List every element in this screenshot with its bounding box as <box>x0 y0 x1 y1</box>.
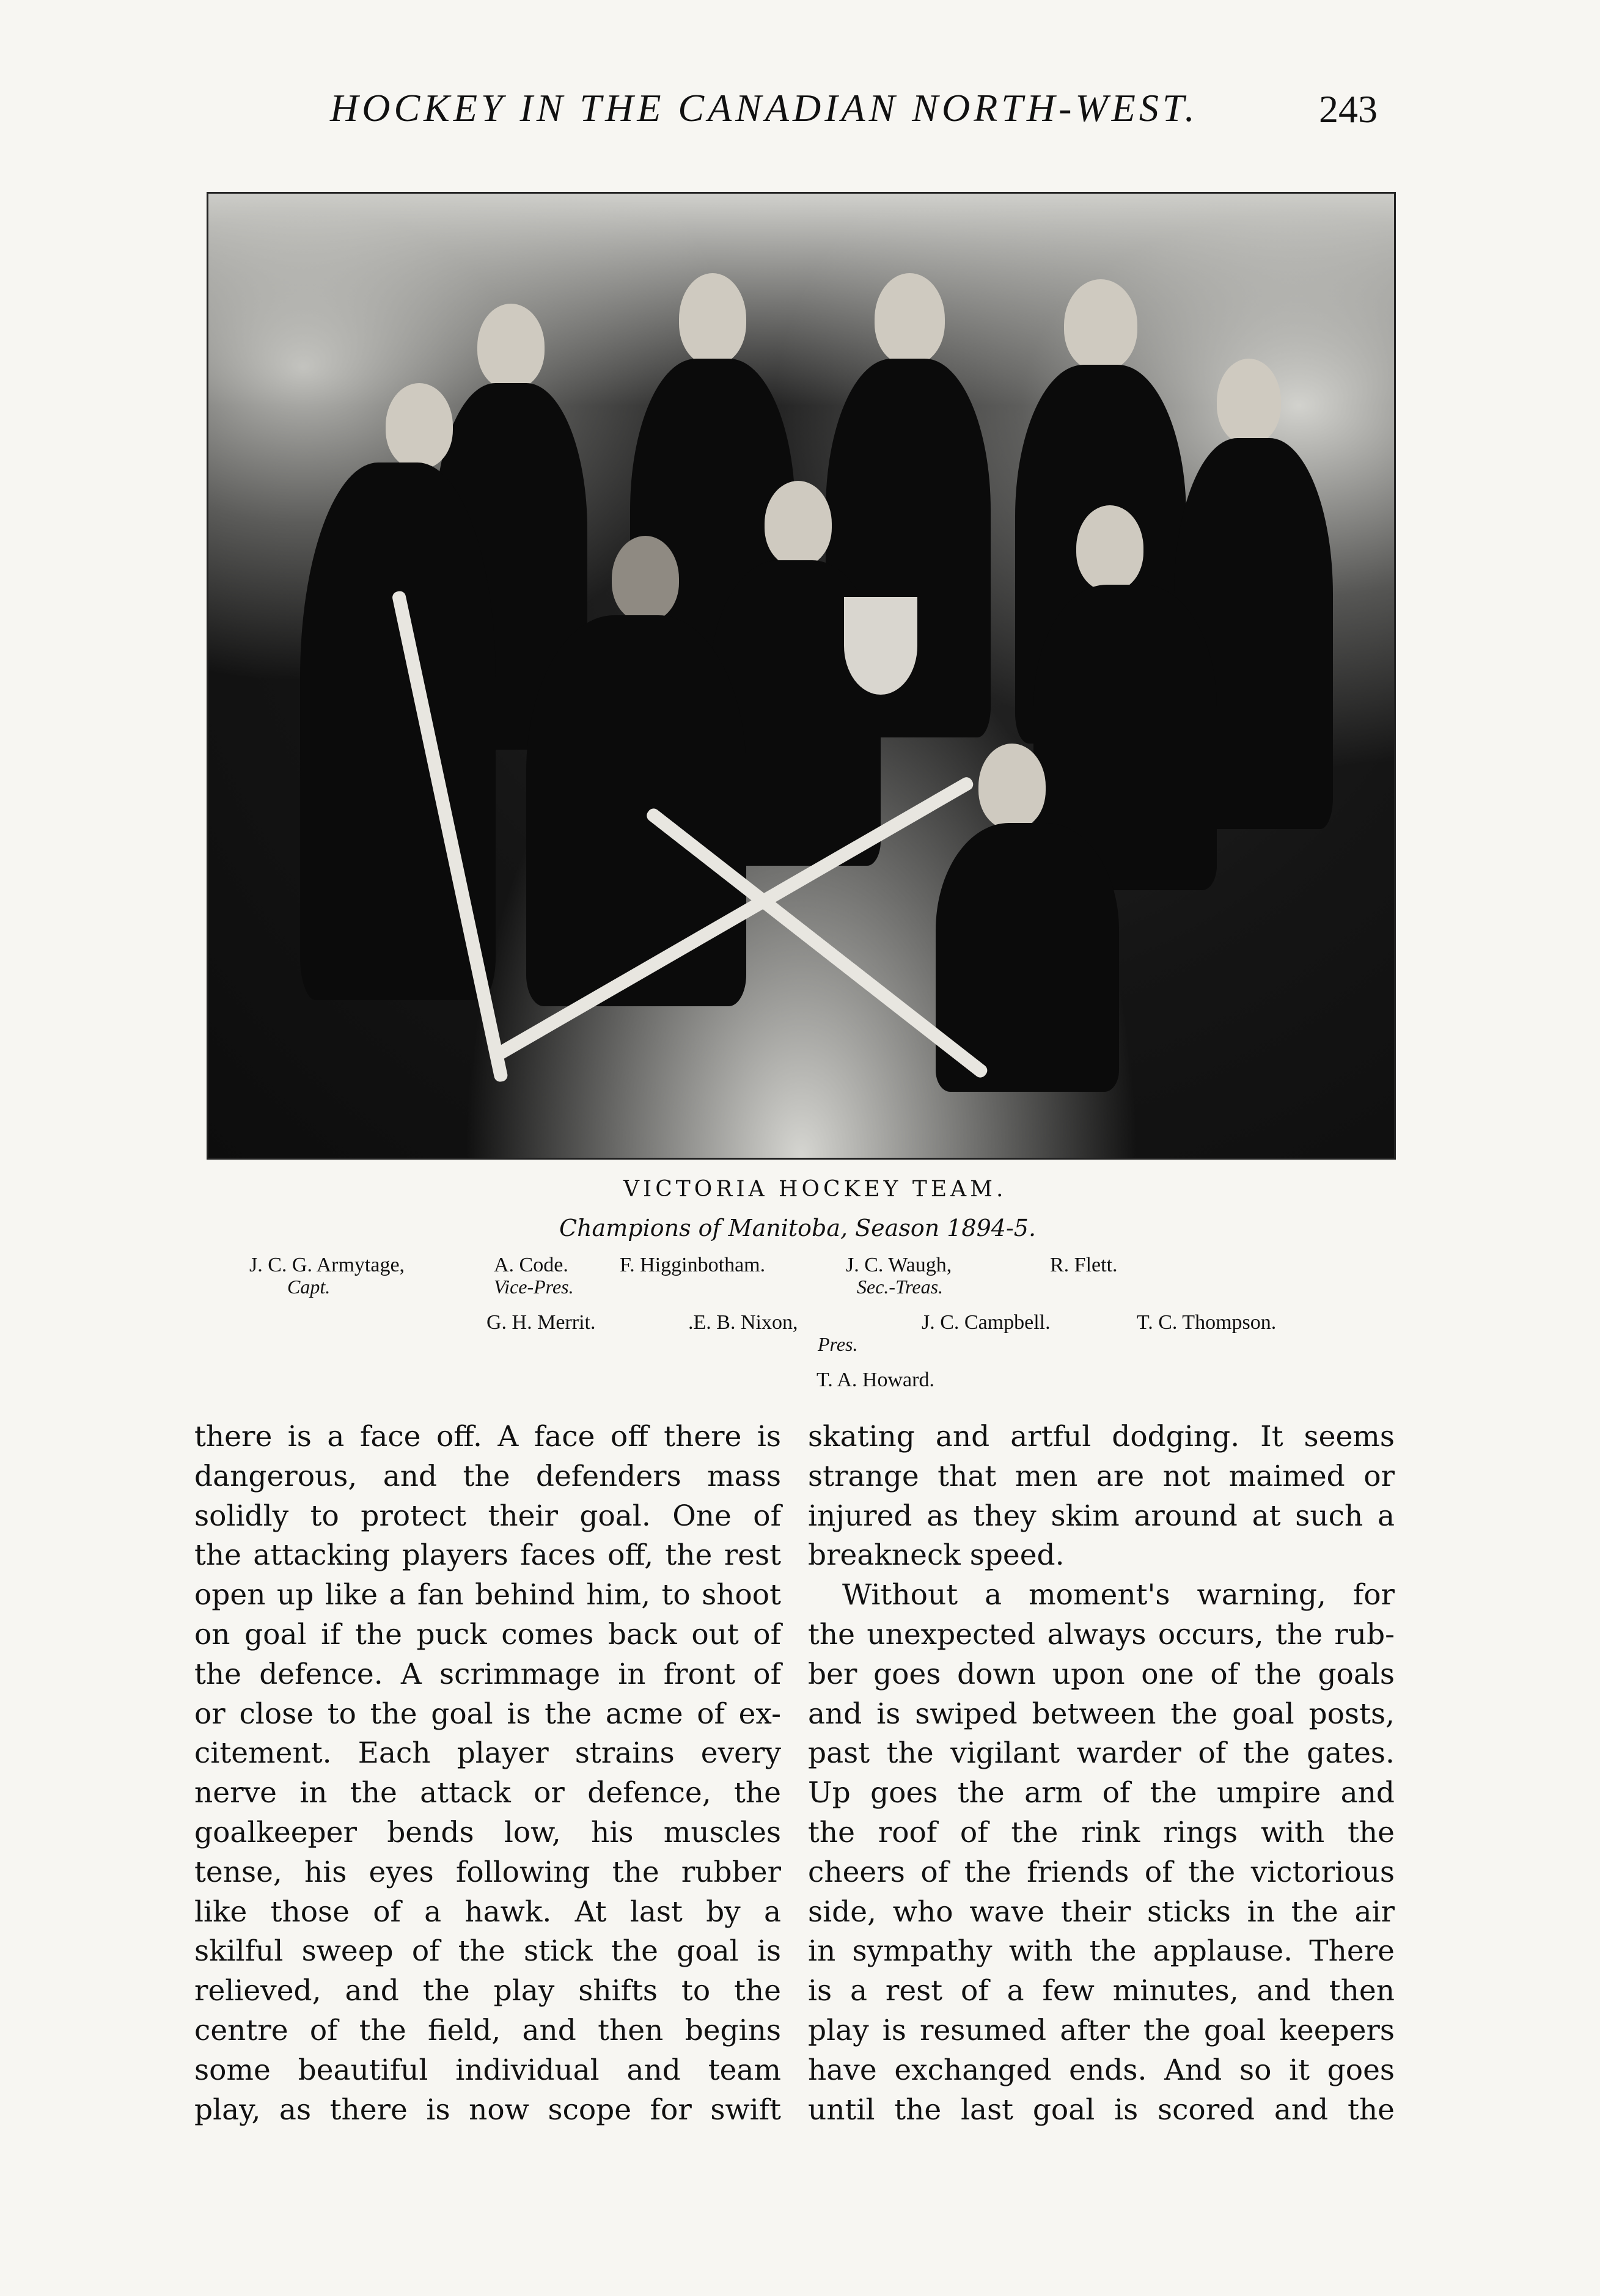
text-column-right <box>808 1417 1395 2130</box>
text-line: play, as there is now scope for swift <box>194 2093 781 2127</box>
text-line: on goal if the puck comes back out of <box>194 1617 781 1651</box>
caption-name: A. Code. <box>494 1254 568 1276</box>
text-line: in sympathy with the applause. There <box>808 1934 1395 1969</box>
caption-name: J. C. G. Armytage, <box>249 1254 405 1276</box>
page-number: 243 <box>1319 87 1378 131</box>
player-head <box>978 744 1046 829</box>
caption-name: T. C. Thompson. <box>1137 1311 1277 1334</box>
player-head <box>477 304 545 389</box>
text-line: goalkeeper bends low, his muscles <box>194 1815 781 1849</box>
text-line: the defence. A scrimmage in front of <box>194 1657 781 1691</box>
text-line: there is a face off. A face off there is <box>194 1420 781 1453</box>
text-line: past the vigilant warder of the gates. <box>808 1736 1395 1771</box>
text-line: play is resumed after the goal keepers <box>808 2013 1395 2047</box>
text-line: cheers of the friends of the victorious <box>808 1855 1395 1889</box>
text-line: ber goes down upon one of the goals <box>808 1657 1395 1691</box>
caption-name: R. Flett. <box>1050 1254 1118 1276</box>
text-line: tense, his eyes following the rubber <box>194 1855 781 1889</box>
caption-name: T. A. Howard. <box>817 1369 934 1391</box>
text-line: skating and artful dodging. It seems <box>808 1420 1395 1453</box>
text-line: open up like a fan behind him, to shoot <box>194 1578 781 1612</box>
text-line: nerve in the attack or defence, the <box>194 1776 781 1810</box>
running-title: HOCKEY IN THE CANADIAN NORTH-WEST. <box>330 86 1198 130</box>
text-line: like those of a hawk. At last by a <box>194 1895 781 1929</box>
player-head <box>1217 359 1281 444</box>
text-line: strange that men are not maimed or <box>808 1459 1395 1493</box>
caption-name: J. C. Campbell. <box>922 1311 1051 1334</box>
text-line: citement. Each player strains every <box>194 1736 781 1771</box>
text-line: side, who wave their sticks in the air <box>808 1895 1395 1929</box>
caption-name: J. C. Waugh, <box>846 1254 952 1276</box>
text-line: solidly to protect their goal. One of <box>194 1499 781 1533</box>
caption-name: .E. B. Nixon, <box>688 1311 798 1334</box>
text-line: and is swiped between the goal posts, <box>808 1697 1395 1731</box>
text-line: the attacking players faces off, the rest <box>194 1538 781 1573</box>
text-line: dangerous, and the defenders mass <box>194 1459 781 1493</box>
text-line: centre of the field, and then begins <box>194 2013 781 2047</box>
caption-name: F. Higginbotham. <box>620 1254 766 1276</box>
figure-title: VICTORIA HOCKEY TEAM. <box>623 1177 1007 1202</box>
caption-name: G. H. Merrit. <box>486 1311 596 1334</box>
caption-role: Capt. <box>287 1276 331 1298</box>
player-head <box>386 383 453 469</box>
text-line: or close to the goal is the acme of ex- <box>194 1697 781 1731</box>
player-head <box>875 273 945 365</box>
trophy-cup <box>844 597 917 695</box>
team-photograph <box>207 192 1396 1160</box>
text-line: until the last goal is scored and the <box>808 2093 1395 2127</box>
text-line: relieved, and the play shifts to the <box>194 1974 781 2008</box>
figure-subtitle: Champions of Manitoba, Season 1894-5. <box>559 1215 1037 1241</box>
text-line: is a rest of a few minutes, and then <box>808 1974 1395 2008</box>
player-head <box>679 273 746 365</box>
text-line: Without a moment's warning, for <box>842 1578 1395 1612</box>
player-body <box>526 615 746 1006</box>
text-line: breakneck speed. <box>808 1538 1065 1573</box>
caption-role: Vice-Pres. <box>494 1276 574 1298</box>
caption-role: Sec.-Treas. <box>857 1276 944 1298</box>
player-head <box>1064 279 1137 371</box>
player-head <box>1076 505 1143 591</box>
text-line: the unexpected always occurs, the rub- <box>808 1617 1395 1651</box>
text-line: some beautiful individual and team <box>194 2053 781 2087</box>
text-line: skilful sweep of the stick the goal is <box>194 1934 781 1969</box>
player-head <box>765 481 832 566</box>
text-line: injured as they skim around at such a <box>808 1499 1395 1533</box>
player-head <box>612 536 679 621</box>
text-line: the roof of the rink rings with the <box>808 1815 1395 1849</box>
text-line: Up goes the arm of the umpire and <box>808 1776 1395 1810</box>
text-line: have exchanged ends. And so it goes <box>808 2053 1395 2087</box>
player-figure <box>936 744 1119 1086</box>
caption-role: Pres. <box>818 1333 858 1355</box>
text-column-left <box>194 1417 781 2130</box>
